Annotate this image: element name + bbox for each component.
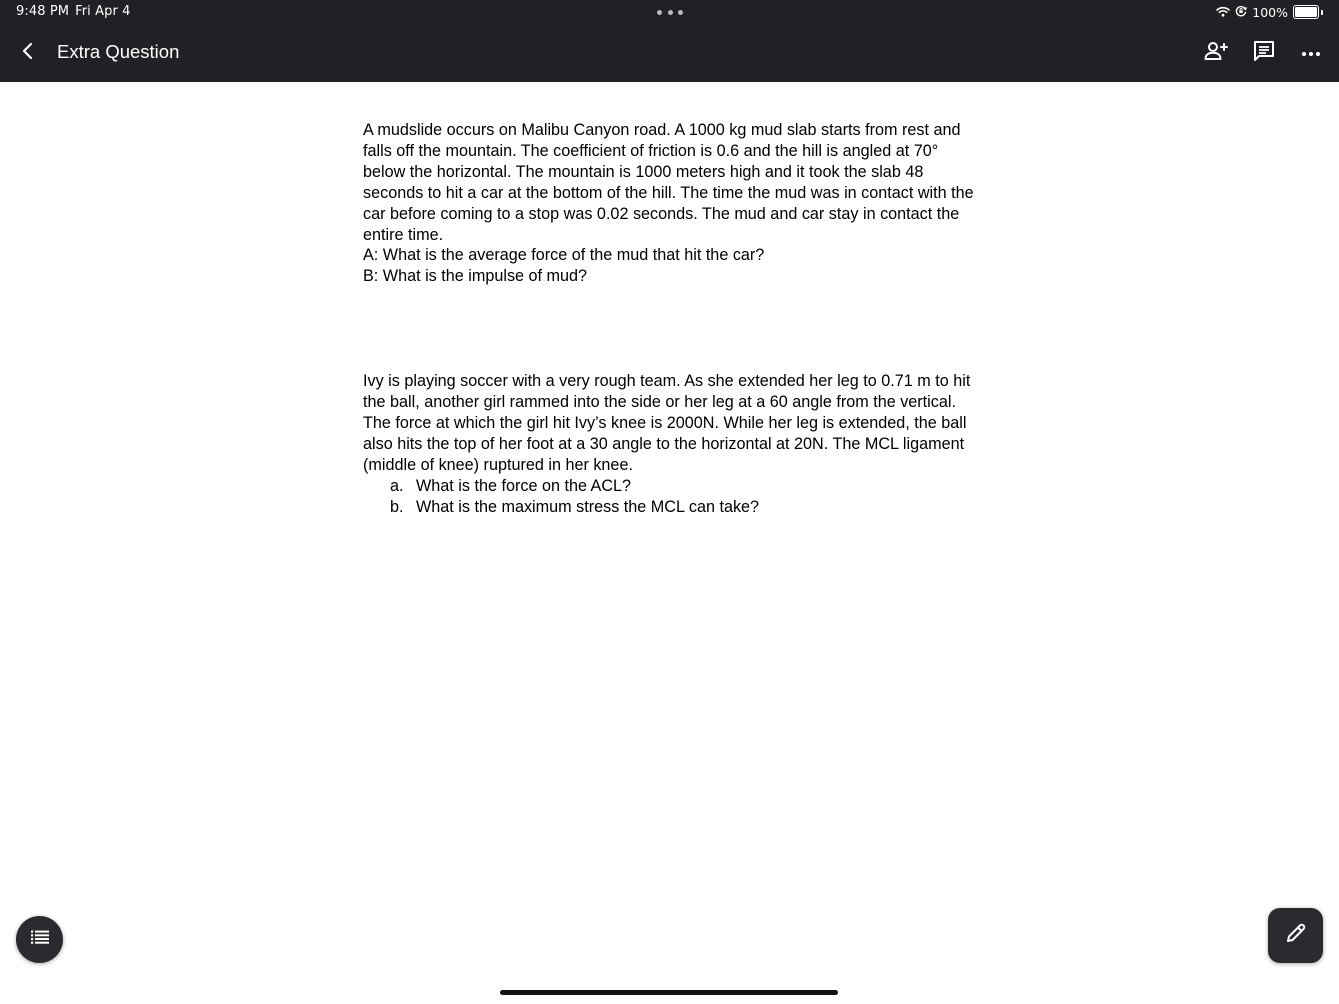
battery-percent: 100%: [1252, 4, 1288, 20]
question-2-line: The force at which the girl hit Ivy’s knee is 2000N. While her leg is extended, the ball: [363, 414, 967, 433]
document-body[interactable]: [363, 120, 983, 518]
list-item: [363, 497, 983, 518]
orientation-lock-icon: [1235, 5, 1247, 20]
wifi-icon: [1216, 5, 1230, 20]
list-icon: [31, 930, 49, 949]
list-marker: b.: [390, 497, 404, 516]
question-1-line: car before coming to a stop was 0.02 seconds. The mud and car stay in contact the: [363, 204, 960, 223]
add-person-icon: [1203, 40, 1229, 67]
question-2-line: also hits the top of her foot at a 30 angle to the horizontal at 20N. The MCL ligament: [363, 434, 965, 453]
question-1-part-a: A: What is the average force of the mud that hit the car?: [363, 246, 765, 265]
app-toolbar: [0, 0, 1339, 82]
blank-space: [363, 287, 983, 371]
question-2: [363, 371, 983, 517]
multitasking-dots-icon[interactable]: [657, 9, 683, 15]
status-bar-indicators: [1216, 3, 1323, 21]
question-1-part-b: B: What is the impulse of mud?: [363, 267, 588, 286]
question-1: [363, 120, 983, 287]
question-2-line: Ivy is playing soccer with a very rough team. As she extended her leg to 0.71 m to hit: [363, 372, 971, 391]
document-outline-button[interactable]: [16, 916, 63, 963]
status-date: Fri Apr 4: [75, 4, 131, 19]
comments-button[interactable]: [1249, 38, 1279, 68]
share-button[interactable]: [1201, 38, 1231, 68]
question-1-line: seconds to hit a car at the bottom of the hill. The time the mud was in contact with the: [363, 183, 974, 202]
more-options-button[interactable]: [1296, 38, 1326, 68]
list-item-text: What is the force on the ACL?: [416, 476, 632, 495]
battery-cap: [1321, 10, 1323, 15]
question-1-line: A mudslide occurs on Malibu Canyon road. A 1000 kg mud slab starts from rest and: [363, 121, 961, 139]
question-1-line: entire time.: [363, 225, 444, 244]
pencil-icon: [1284, 921, 1308, 950]
back-button[interactable]: [14, 38, 42, 68]
list-item-text: What is the maximum stress the MCL can take?: [416, 497, 760, 516]
status-time: 9:48 PM: [16, 4, 70, 19]
list-marker: a.: [390, 476, 404, 495]
document-title: Extra Question: [57, 41, 180, 62]
home-indicator[interactable]: [500, 990, 838, 995]
battery-icon: [1293, 5, 1319, 19]
question-2-line: the ball, another girl rammed into the side or her leg at a 60 angle from the vertical.: [363, 393, 956, 412]
comment-icon: [1252, 39, 1276, 68]
question-2-line: (middle of knee) ruptured in her knee.: [363, 455, 633, 474]
list-item: [363, 476, 983, 497]
more-icon: [1301, 44, 1321, 62]
battery-fill: [1295, 7, 1317, 17]
chevron-left-icon: [21, 41, 35, 66]
question-1-line: below the horizontal. The mountain is 1000 meters high and it took the slab 48: [363, 162, 924, 181]
status-bar-clock: [16, 4, 131, 19]
edit-button[interactable]: [1268, 908, 1323, 963]
question-1-line: falls off the mountain. The coefficient of friction is 0.6 and the hill is angled at 70°: [363, 141, 939, 160]
